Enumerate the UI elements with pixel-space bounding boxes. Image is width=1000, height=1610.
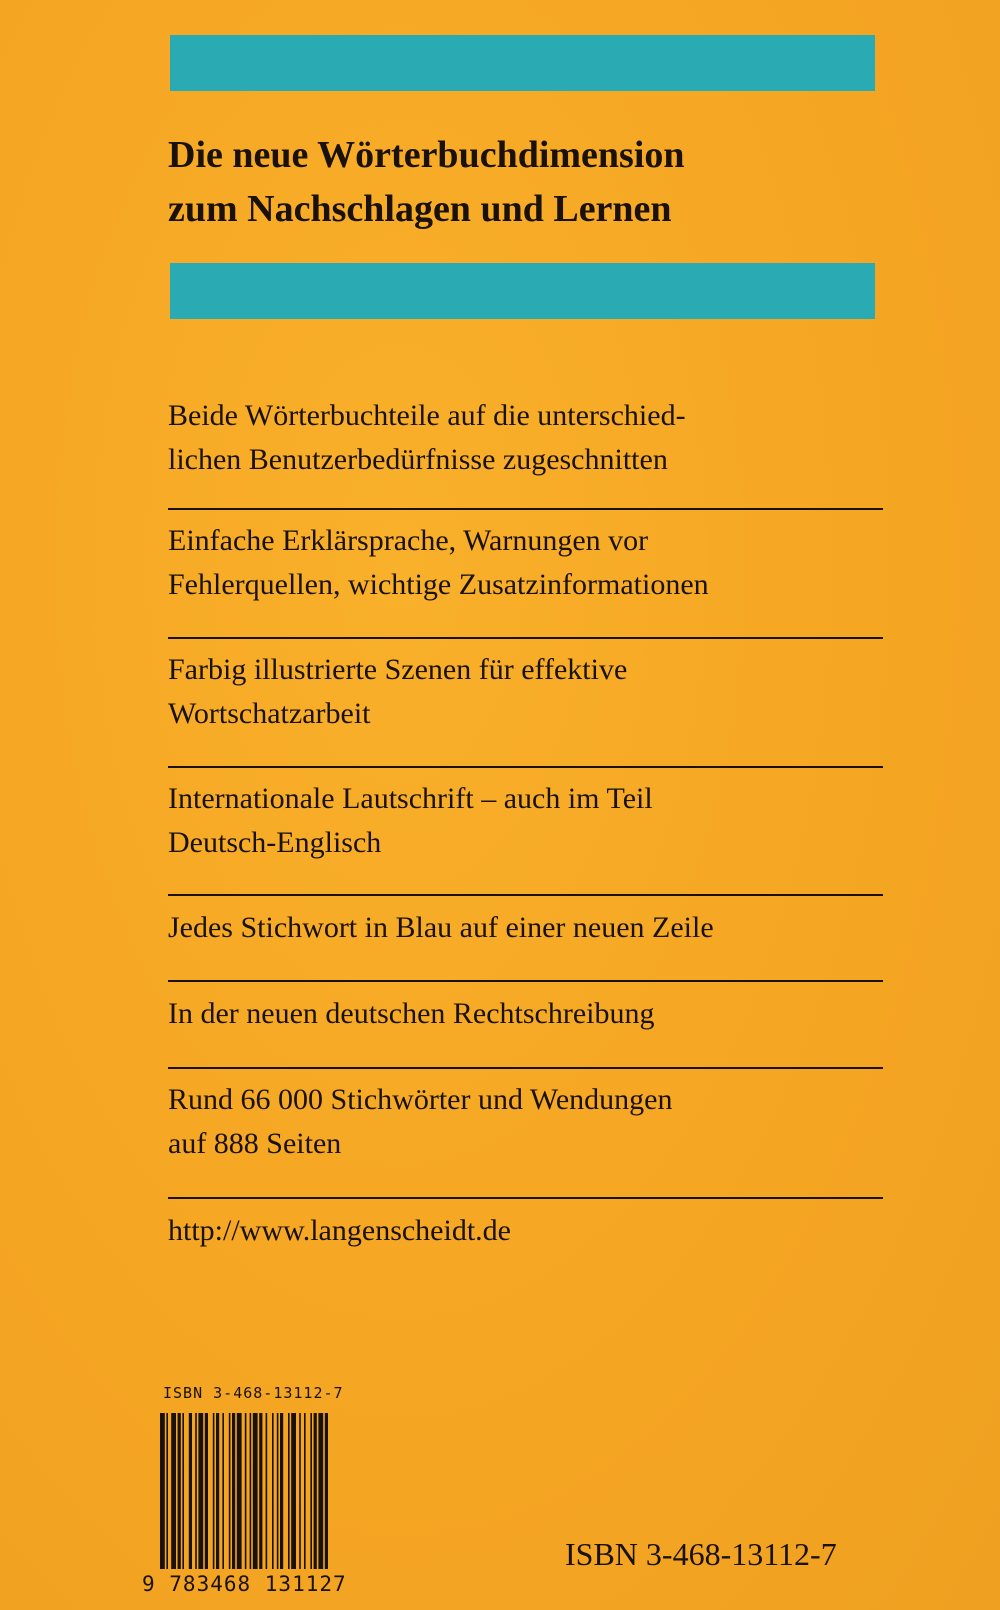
feature-benutzerbeduerfnisse <box>168 394 888 482</box>
barcode-isbn-label: ISBN 3-468-13112-7 <box>163 1384 344 1402</box>
headline-line-1: Die neue Wörterbuchdimension <box>168 134 685 176</box>
divider-rule <box>168 980 883 982</box>
divider-rule <box>168 1197 883 1199</box>
isbn-number: ISBN 3-468-13112-7 <box>565 1536 837 1572</box>
feature-line: Internationale Lautschrift – auch im Teil <box>168 782 653 815</box>
headline-line-2: zum Nachschlagen und Lernen <box>168 188 672 230</box>
divider-rule <box>168 894 883 896</box>
feature-line: Fehlerquellen, wichtige Zusatzinformationen <box>168 568 709 601</box>
feature-line: lichen Benutzerbedürfnisse zugeschnitten <box>168 443 668 476</box>
divider-rule <box>168 637 883 639</box>
feature-line: Rund 66 000 Stichwörter und Wendungen <box>168 1083 673 1116</box>
feature-line: Wortschatzarbeit <box>168 697 371 730</box>
divider-rule <box>168 508 883 510</box>
feature-line: auf 888 Seiten <box>168 1127 342 1160</box>
barcode-icon <box>160 1413 376 1569</box>
feature-stichwoerter-anzahl <box>168 1078 888 1166</box>
feature-illustrierte-szenen <box>168 648 888 736</box>
divider-rule <box>168 1067 883 1069</box>
feature-stichwort-blau <box>168 906 888 950</box>
website-url: http://www.langenscheidt.de <box>168 1214 511 1247</box>
feature-line: Deutsch-Englisch <box>168 826 382 859</box>
feature-line: In der neuen deutschen Rechtschreibung <box>168 997 655 1030</box>
middle-teal-band <box>170 263 875 319</box>
barcode-digits: 9 783468 131127 <box>142 1572 347 1596</box>
feature-line: Farbig illustrierte Szenen für effektive <box>168 653 628 686</box>
headline <box>168 128 888 236</box>
feature-rechtschreibung <box>168 992 888 1036</box>
feature-line: Jedes Stichwort in Blau auf einer neuen Zeile <box>168 911 714 944</box>
feature-lautschrift <box>168 777 888 865</box>
divider-rule <box>168 766 883 768</box>
feature-erklaersprache <box>168 519 888 607</box>
feature-line: Beide Wörterbuchteile auf die unterschied- <box>168 399 686 432</box>
feature-line: Einfache Erklärsprache, Warnungen vor <box>168 524 649 557</box>
top-teal-band <box>170 35 875 91</box>
